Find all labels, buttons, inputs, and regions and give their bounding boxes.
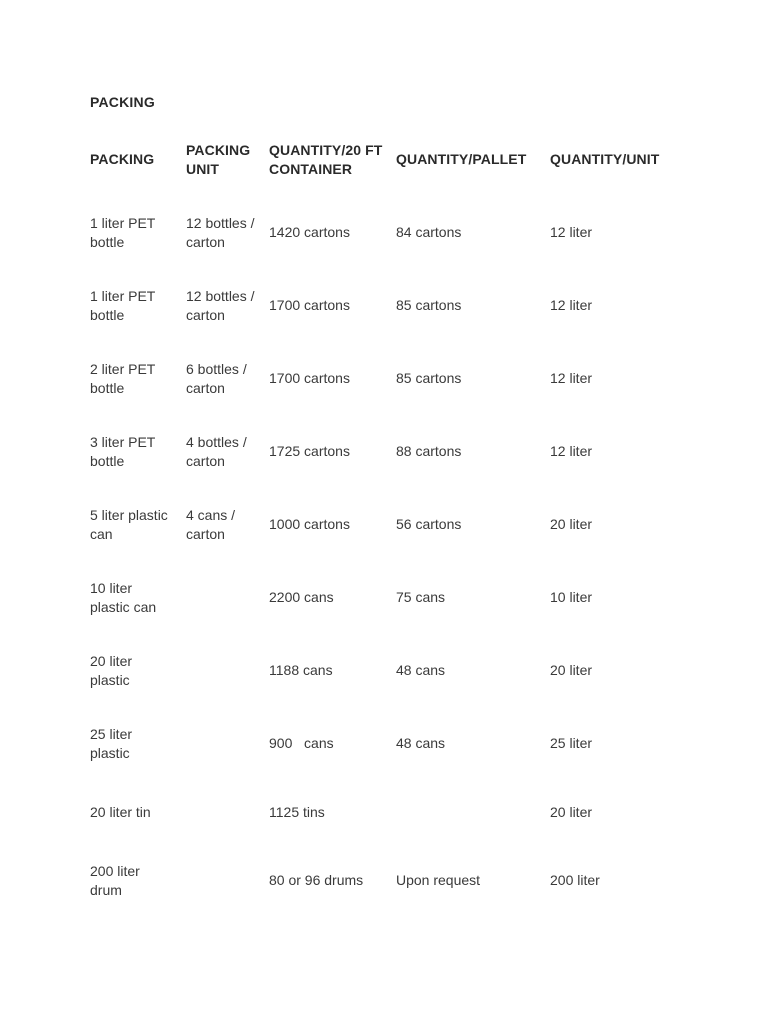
cell-packing: 25 liter plastic <box>90 725 133 761</box>
cell-quantity-container: 1725 cartons <box>269 443 350 459</box>
table-row <box>84 196 684 269</box>
header-packing: PACKING <box>90 151 155 167</box>
cell-quantity-pallet: Upon request <box>396 872 481 888</box>
cell-packing-unit: 12 bottles / carton <box>186 214 255 250</box>
cell-quantity-unit: 20 liter <box>550 662 593 678</box>
cell-quantity-pallet: 48 cans <box>396 662 446 678</box>
cell-quantity-unit: 12 liter <box>550 224 593 240</box>
cell-packing: 3 liter PET bottle <box>90 433 156 469</box>
cell-packing: 1 liter PET bottle <box>90 214 156 250</box>
cell-quantity-pallet: 56 cartons <box>396 516 462 532</box>
cell-quantity-unit: 25 liter <box>550 735 593 751</box>
cell-packing: 5 liter plastic can <box>90 506 168 542</box>
cell-quantity-pallet: 48 cans <box>396 735 446 751</box>
header-quantity-container: QUANTITY/20 FT CONTAINER <box>269 141 383 177</box>
cell-packing-unit <box>180 844 263 917</box>
cell-packing: 20 liter plastic <box>90 652 133 688</box>
cell-packing: 2 liter PET bottle <box>90 360 156 396</box>
cell-quantity-container: 900 cans <box>269 735 334 751</box>
cell-packing-unit: 4 cans / carton <box>186 506 236 542</box>
table-row <box>84 415 684 488</box>
cell-quantity-unit: 12 liter <box>550 297 593 313</box>
cell-packing: 1 liter PET bottle <box>90 287 156 323</box>
cell-quantity-pallet: 85 cartons <box>396 297 462 313</box>
table-row <box>84 269 684 342</box>
table-header-row <box>84 123 684 196</box>
cell-packing-unit <box>180 780 263 844</box>
cell-packing-unit: 12 bottles / carton <box>186 287 255 323</box>
cell-quantity-container: 1188 cans <box>269 662 333 678</box>
cell-quantity-pallet: 84 cartons <box>396 224 462 240</box>
table-row <box>84 844 684 917</box>
table-row <box>84 634 684 707</box>
cell-packing-unit <box>180 707 263 780</box>
cell-packing: 10 liter plastic can <box>90 579 157 615</box>
cell-quantity-container: 1000 cartons <box>269 516 350 532</box>
cell-quantity-pallet: 85 cartons <box>396 370 462 386</box>
cell-quantity-container: 2200 cans <box>269 589 334 605</box>
header-packing-unit: PACKING UNIT <box>186 141 251 177</box>
cell-packing-unit <box>180 634 263 707</box>
table-row <box>84 780 684 844</box>
table-row <box>84 707 684 780</box>
cell-quantity-container: 1700 cartons <box>269 297 350 313</box>
cell-packing-unit: 6 bottles / carton <box>186 360 247 396</box>
cell-quantity-pallet <box>390 780 544 844</box>
header-quantity-unit: QUANTITY/UNIT <box>550 151 660 167</box>
cell-quantity-container: 1125 tins <box>269 803 325 820</box>
cell-packing-unit <box>180 561 263 634</box>
cell-quantity-unit: 20 liter <box>550 803 593 820</box>
cell-quantity-container: 80 or 96 drums <box>269 872 364 888</box>
table-row <box>84 561 684 634</box>
cell-packing: 200 liter drum <box>90 862 140 898</box>
cell-packing: 20 liter tin <box>90 803 151 820</box>
cell-quantity-unit: 10 liter <box>550 589 593 605</box>
cell-quantity-pallet: 88 cartons <box>396 443 462 459</box>
cell-quantity-unit: 12 liter <box>550 370 593 386</box>
cell-quantity-pallet: 75 cans <box>396 589 446 605</box>
cell-packing-unit: 4 bottles / carton <box>186 433 247 469</box>
packing-table <box>84 123 684 917</box>
cell-quantity-container: 1700 cartons <box>269 370 350 386</box>
page-title: PACKING <box>90 94 155 110</box>
cell-quantity-unit: 200 liter <box>550 872 600 888</box>
header-quantity-pallet: QUANTITY/PALLET <box>396 151 527 167</box>
table-row <box>84 342 684 415</box>
cell-quantity-unit: 12 liter <box>550 443 593 459</box>
table-row <box>84 488 684 561</box>
cell-quantity-container: 1420 cartons <box>269 224 350 240</box>
cell-quantity-unit: 20 liter <box>550 516 593 532</box>
